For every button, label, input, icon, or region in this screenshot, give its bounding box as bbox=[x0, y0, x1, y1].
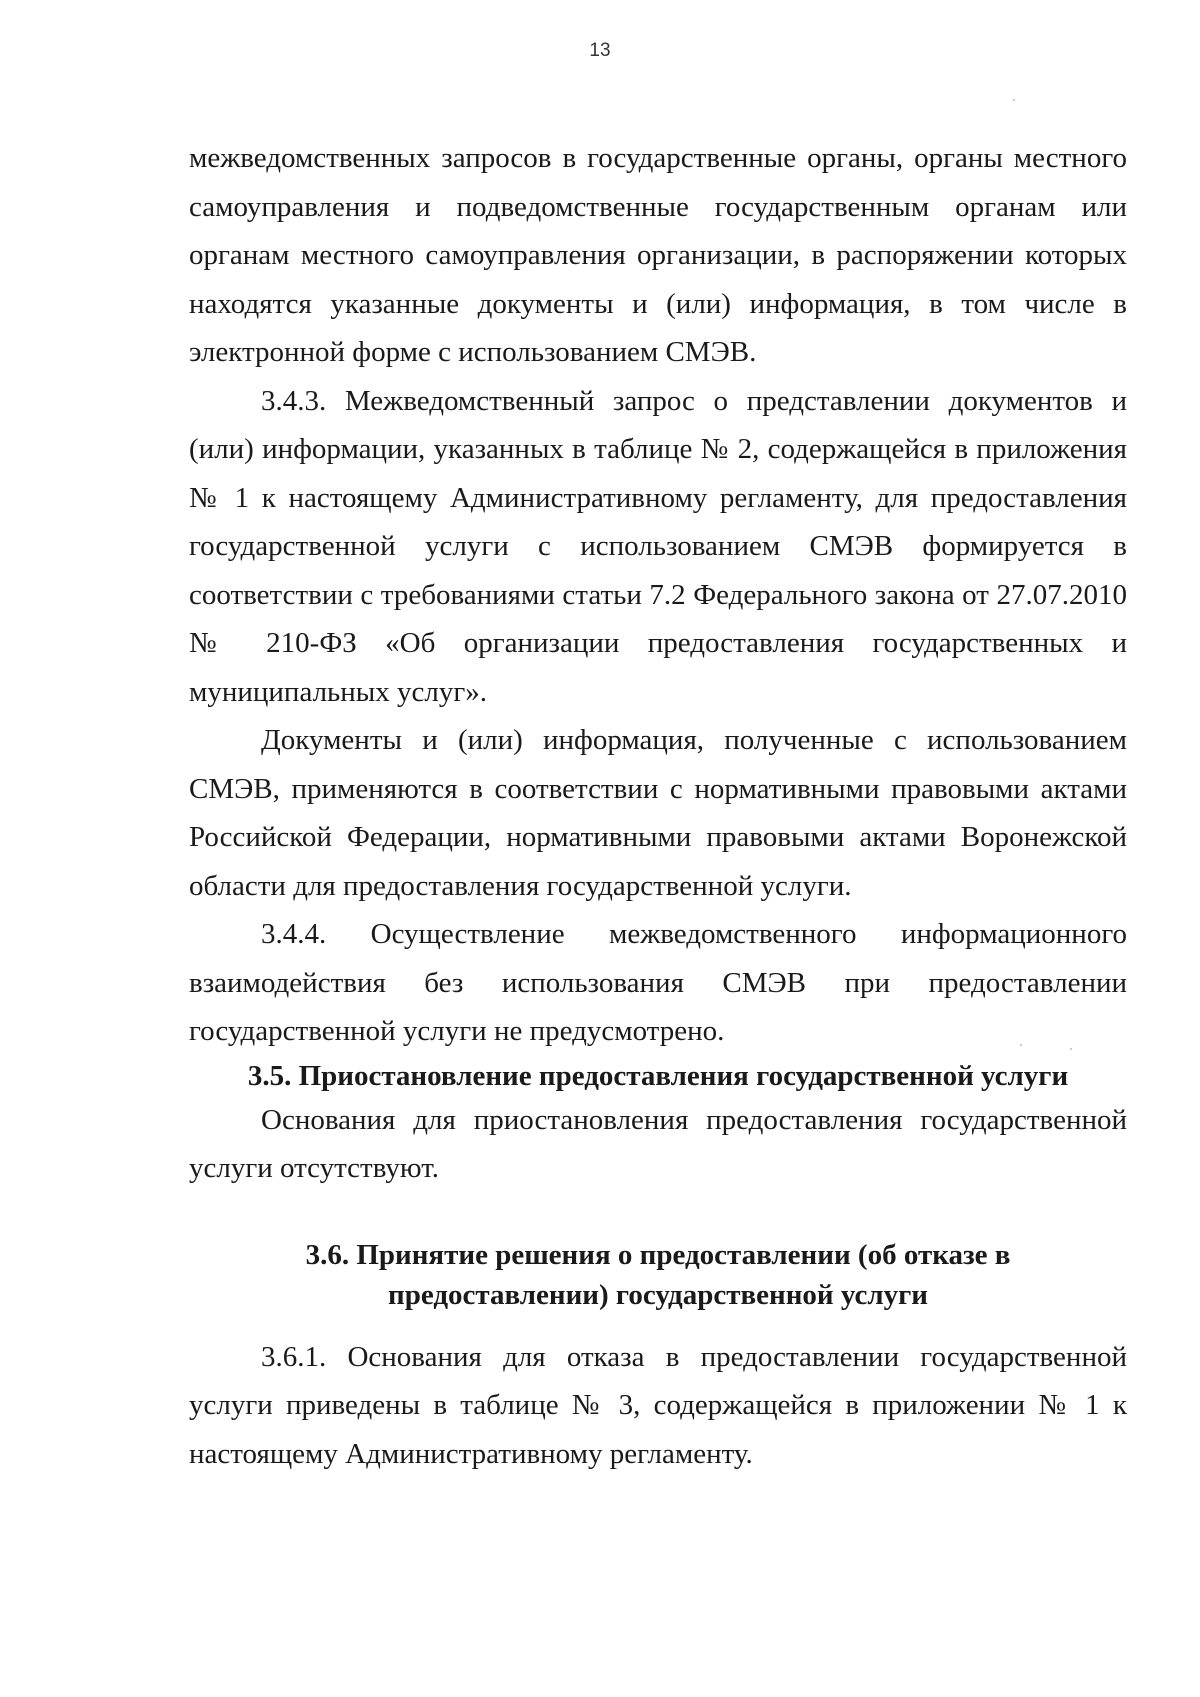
paragraph-3-4-3: 3.4.3. Межведомственный запрос о представлении документов и (или) информации, указанных в таблице № 2, содержащейся в приложения № 1 к настоящему Административному регламенту, для предоставления государственной услуги с использованием СМЭВ формируется в соответствии с требованиями статьи 7.2 Федерального закона от 27.07.2010 № 210-ФЗ «Об организации предоставления государственных и муниципальных услуг». bbox=[189, 384, 1127, 708]
paragraph-documents-smev: Документы и (или) информация, полученные с использованием СМЭВ, применяются в соответствии с нормативными правовыми актами Российской Федерации, нормативными правовыми актами Воронежской области для предоставления государственной услуги. bbox=[189, 724, 1127, 902]
paragraph-continuation: межведомственных запросов в государственные органы, органы местного самоуправления и подведомственные государственным органам или органам местного самоуправления организации, в распоряжении которых находятся указанные документы и (или) информация, в том числе в электронной форме с использованием СМЭВ. bbox=[189, 142, 1127, 368]
section-heading-3-6-line2: предоставлении) государственной услуги bbox=[388, 1278, 928, 1311]
section-heading-3-5: 3.5. Приостановление предоставления государственной услуги bbox=[247, 1059, 1069, 1092]
paragraph-3-4-4: 3.4.4. Осуществление межведомственного информационного взаимодействия без использования СМЭВ при предоставлении государственной услуги не предусмотрено. bbox=[189, 918, 1127, 1047]
page-number: 13 bbox=[589, 40, 611, 61]
scan-speck bbox=[1070, 1048, 1072, 1050]
scan-speck bbox=[1013, 99, 1015, 101]
document-body bbox=[189, 134, 1127, 1478]
section-heading-3-6-line1: 3.6. Принятие решения о предоставлении (об отказе в bbox=[305, 1238, 1011, 1271]
scan-speck bbox=[1020, 1044, 1022, 1046]
section-heading-3-6 bbox=[189, 1235, 1127, 1315]
paragraph-3-6-1: 3.6.1. Основания для отказа в предоставлении государственной услуги приведены в таблице № 3, содержащейся в приложении № 1 к настоящему Административному регламенту. bbox=[189, 1340, 1127, 1470]
paragraph-suspension-grounds: Основания для приостановления предоставления государственной услуги отсутствуют. bbox=[189, 1103, 1127, 1184]
